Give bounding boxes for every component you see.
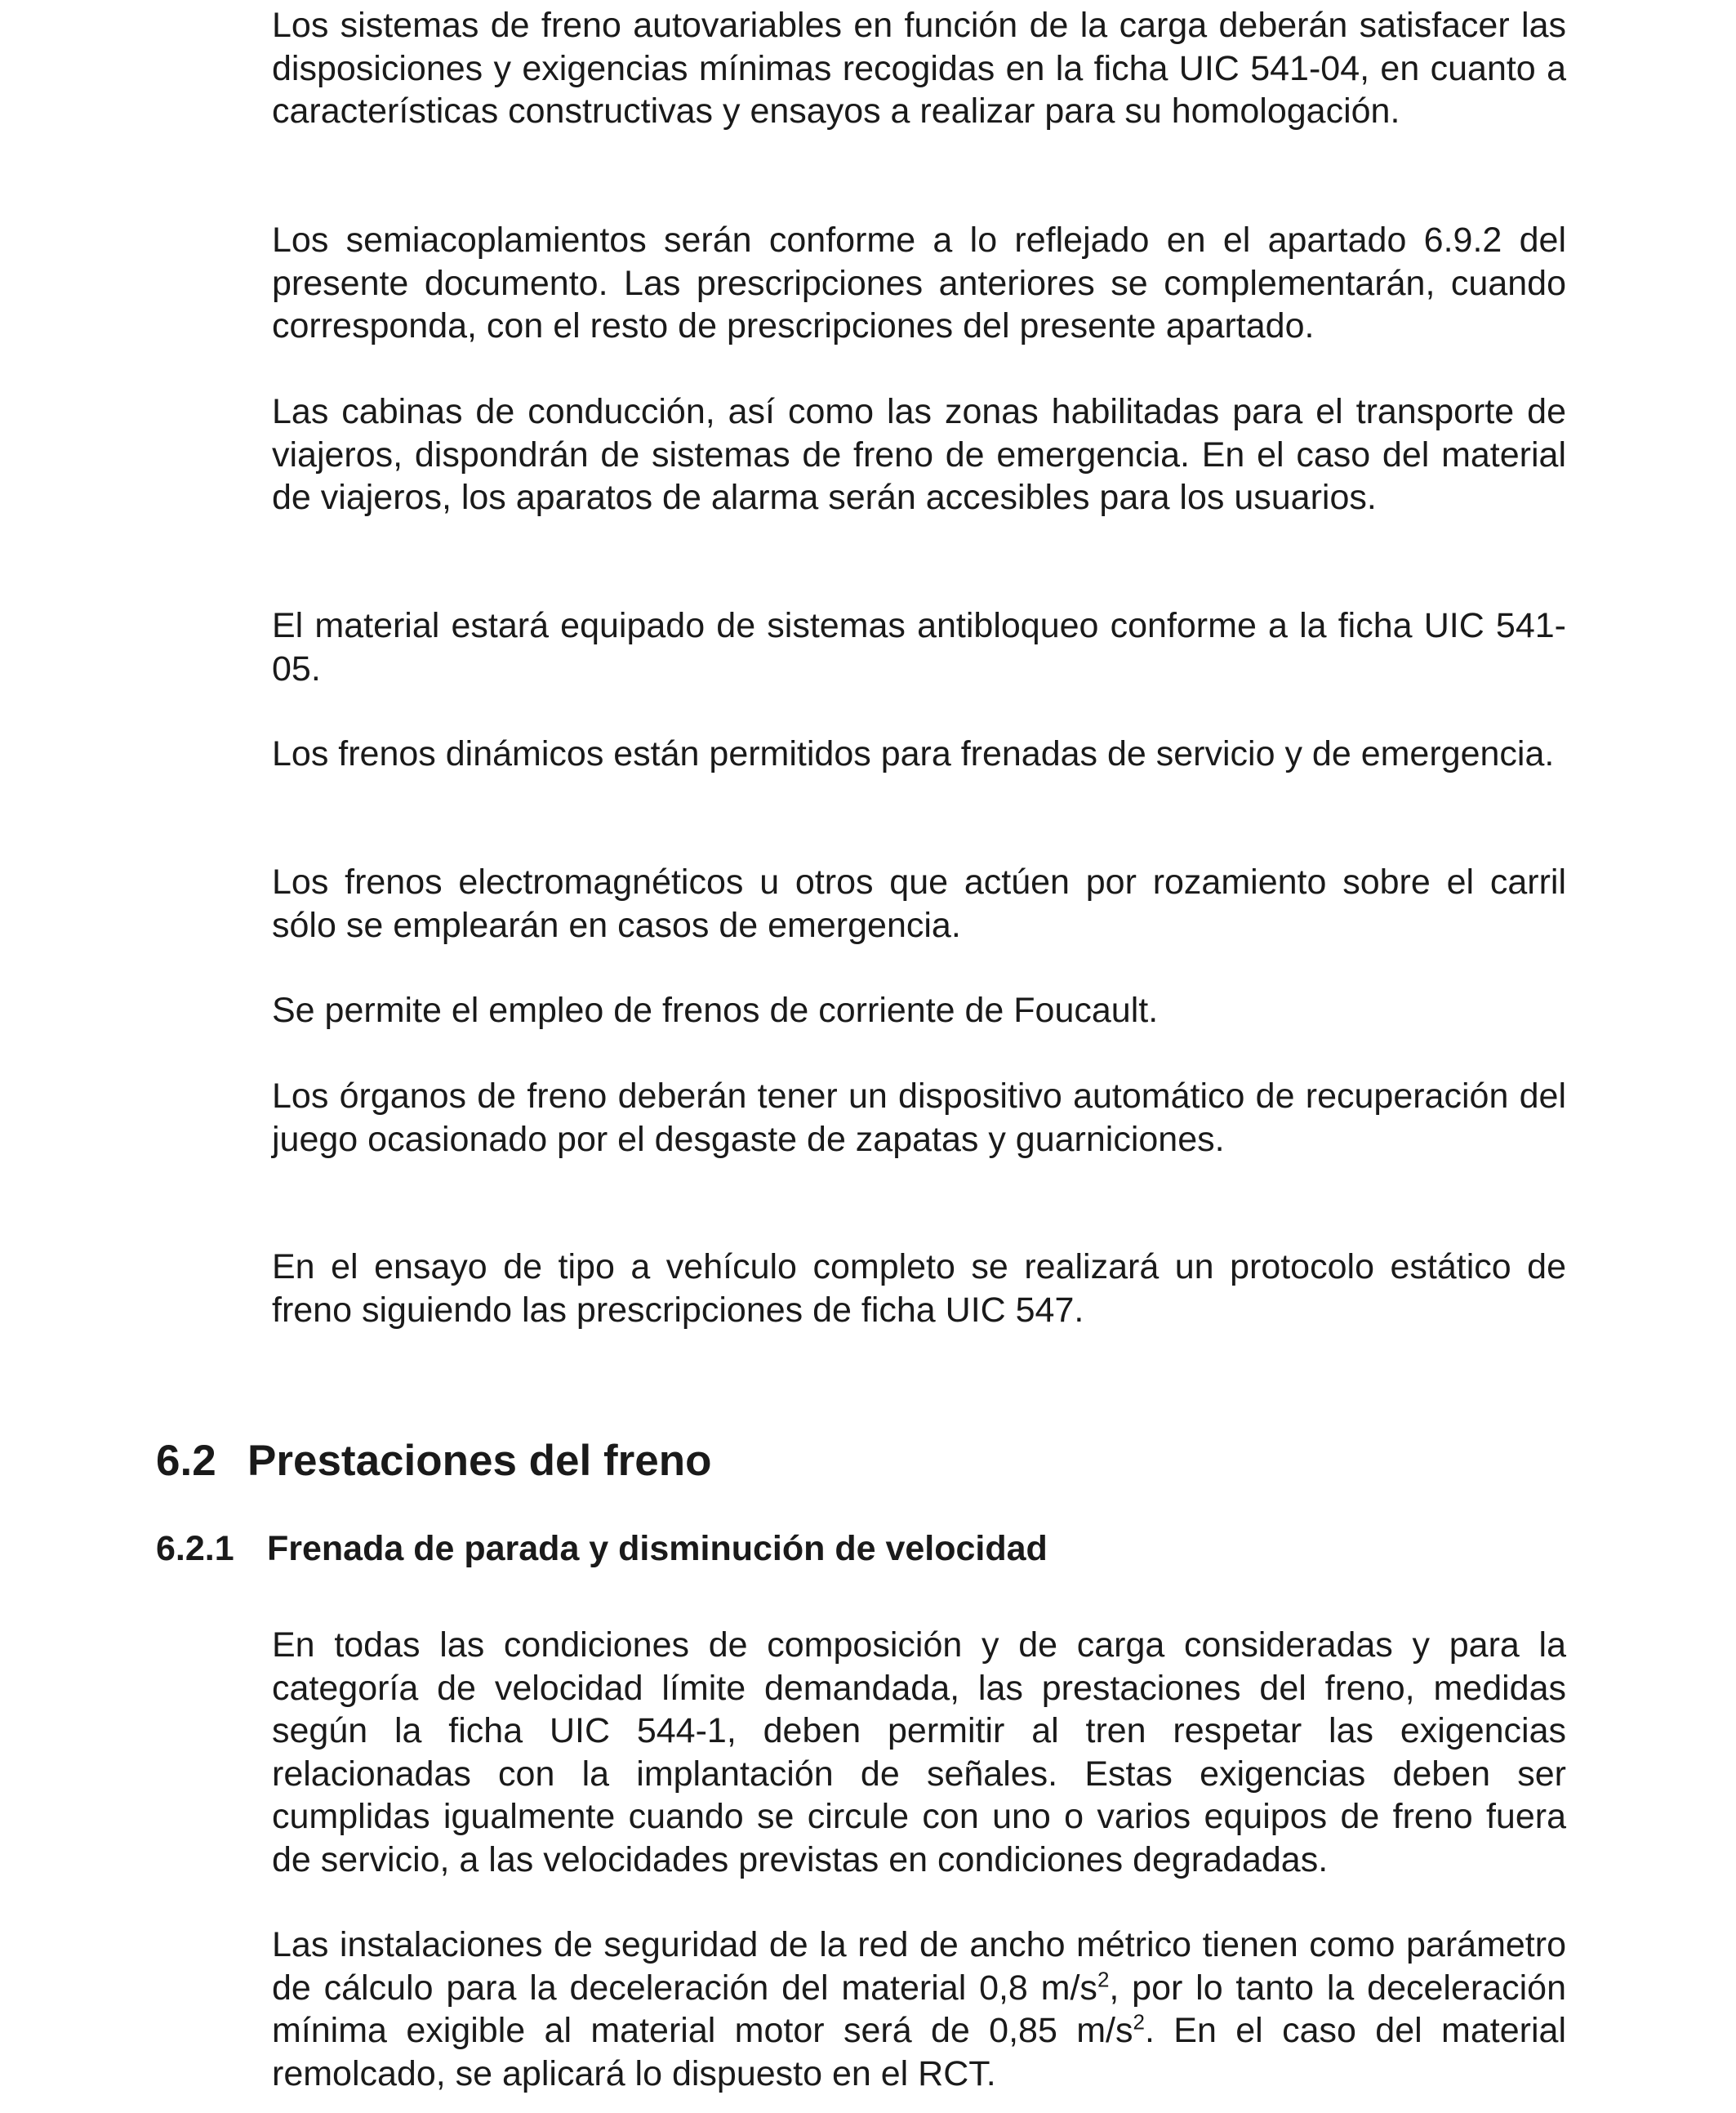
text-segment: , por lo tanto la deceleración mínima exigible al material motor será de 0,85 m/s bbox=[272, 1968, 1566, 2050]
paragraph-cabinas bbox=[272, 390, 1566, 519]
paragraph-text: Los semiacoplamientos serán conforme a lo reflejado en el apartado 6.9.2 del presente documento. Las prescripciones anteriores se complementarán, cuando corresponda, con el resto de prescripciones del presente apartado. bbox=[272, 221, 1566, 345]
subsection-title: Frenada de parada y disminución de velocidad bbox=[267, 1529, 1048, 1568]
paragraph-text bbox=[272, 1924, 1566, 2095]
paragraph-text: Los sistemas de freno autovariables en función de la carga deberán satisfacer las disposiciones y exigencias mínimas recogidas en la ficha UIC 541-04, en cuanto a características constructivas y ensayos a realizar para su homologación. bbox=[272, 6, 1566, 131]
paragraph-frenos-electromagneticos bbox=[272, 861, 1566, 947]
paragraph-antibloqueo bbox=[272, 604, 1566, 690]
superscript: 2 bbox=[1097, 1967, 1110, 1992]
paragraph-condiciones bbox=[272, 1624, 1566, 1881]
paragraph-text: Los frenos dinámicos están permitidos para frenadas de servicio y de emergencia. bbox=[272, 734, 1555, 773]
paragraph-text: Se permite el empleo de frenos de corriente de Foucault. bbox=[272, 991, 1159, 1030]
paragraph-instalaciones-seguridad bbox=[272, 1924, 1566, 2095]
text-segment: Las instalaciones de seguridad de la red de ancho métrico tienen como parámetro de cálculo para la deceleración del material 0,8 m/s bbox=[272, 1925, 1566, 2008]
paragraph-text: En el ensayo de tipo a vehículo completo se realizará un protocolo estático de freno siguiendo las prescripciones de ficha UIC 547. bbox=[272, 1247, 1566, 1330]
paragraph-text: En todas las condiciones de composición y de carga consideradas y para la categoría de velocidad límite demandada, las prestaciones del freno, medidas según la ficha UIC 544-1, deben permitir al tren respetar las exigencias relacionadas con la implantación de señales. Estas exigencias deben ser cumplidas igualmente cuando se circule con uno o varios equipos de freno fuera de servicio, a las velocidades previstas en condiciones degradadas. bbox=[272, 1625, 1566, 1879]
paragraph-frenos-dinamicos bbox=[272, 733, 1566, 776]
text-segment: . En el caso del material remolcado, se aplicará lo dispuesto en el RCT. bbox=[272, 2011, 1566, 2093]
paragraph-ensayo-tipo bbox=[272, 1246, 1566, 1331]
superscript: 2 bbox=[1133, 2009, 1145, 2035]
paragraph-text: Los frenos electromagnéticos u otros que actúen por rozamiento sobre el carril sólo se emplearán en casos de emergencia. bbox=[272, 863, 1566, 945]
paragraph-freno-autovariable bbox=[272, 4, 1566, 133]
paragraph-foucault bbox=[272, 989, 1566, 1032]
section-heading bbox=[156, 1435, 711, 1487]
subsection-number: 6.2.1 bbox=[156, 1529, 234, 1568]
paragraph-organos-freno bbox=[272, 1075, 1566, 1161]
paragraph-text: Los órganos de freno deberán tener un dispositivo automático de recuperación del juego ocasionado por el desgaste de zapatas y guarniciones. bbox=[272, 1077, 1566, 1159]
paragraph-text: El material estará equipado de sistemas antibloqueo conforme a la ficha UIC 541-05. bbox=[272, 606, 1566, 689]
paragraph-text: Las cabinas de conducción, así como las zonas habilitadas para el transporte de viajeros, dispondrán de sistemas de freno de emergencia. En el caso del material de viajeros, los aparatos de alarma serán accesibles para los usuarios. bbox=[272, 392, 1566, 517]
paragraph-semiacoplamientos bbox=[272, 219, 1566, 348]
subsection-heading bbox=[156, 1527, 1048, 1570]
section-title: Prestaciones del freno bbox=[247, 1437, 712, 1485]
section-number: 6.2 bbox=[156, 1437, 216, 1485]
